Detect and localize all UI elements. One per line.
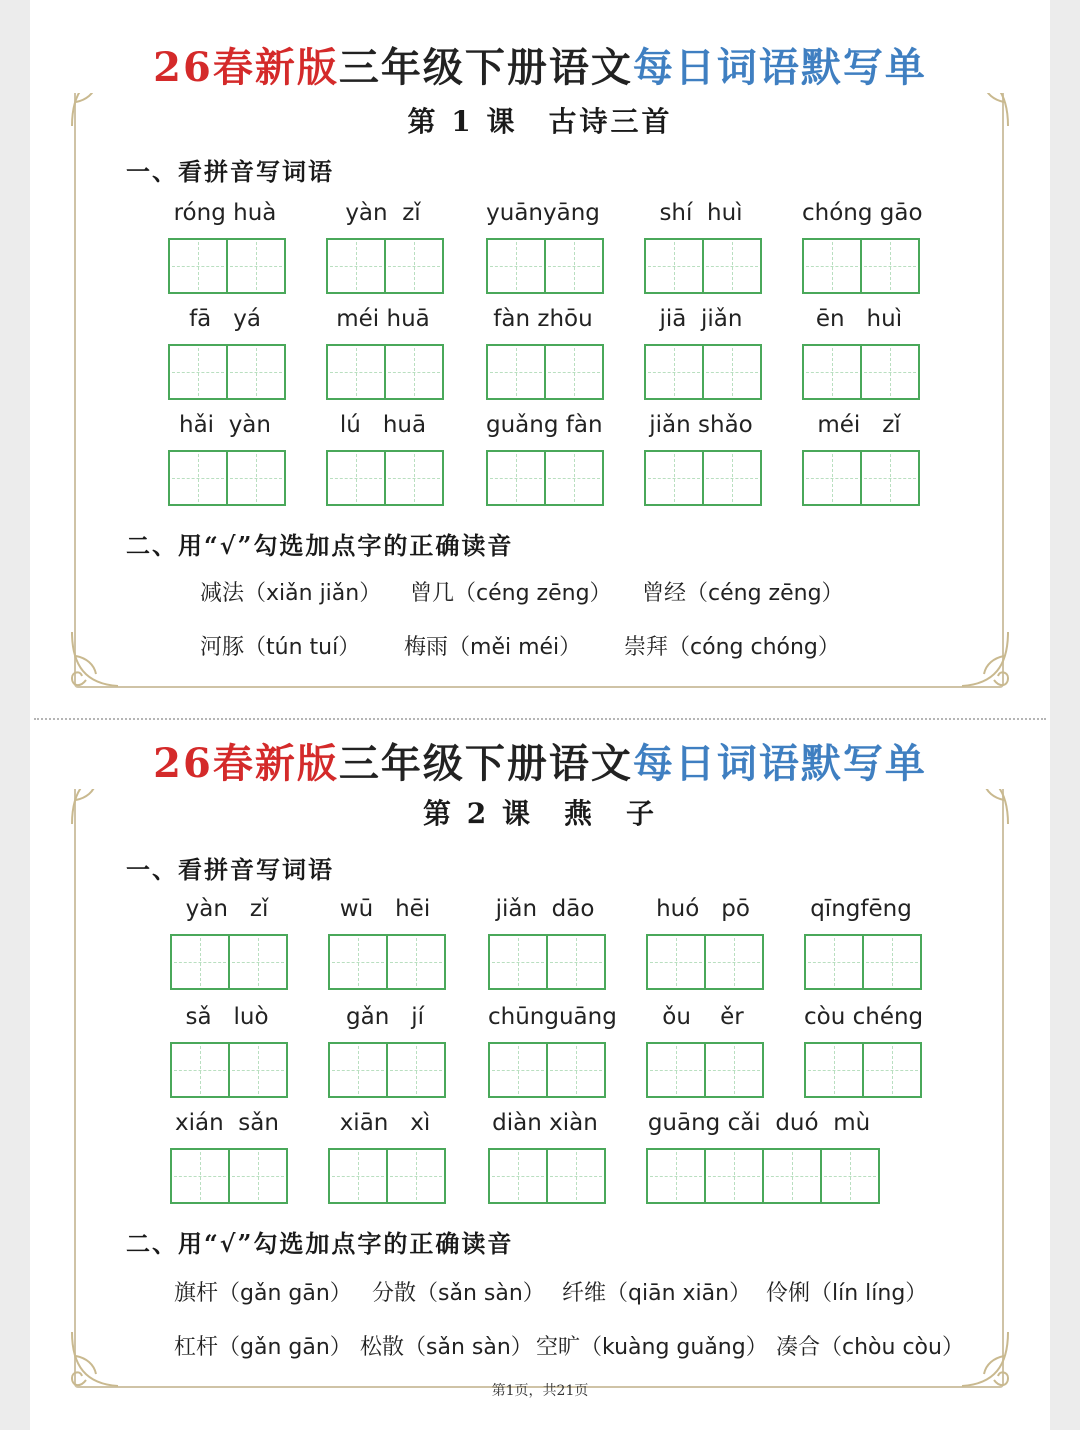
writing-boxes	[644, 238, 760, 294]
writing-boxes	[168, 450, 284, 506]
word-item	[644, 412, 758, 508]
writing-boxes	[804, 934, 920, 990]
writing-boxes	[646, 1148, 878, 1204]
tianzige-cell[interactable]	[860, 238, 920, 294]
reading-choice[interactable]	[624, 630, 840, 661]
tianzige-cell[interactable]	[226, 238, 286, 294]
writing-boxes	[804, 1042, 920, 1098]
title-blue-part: 每日词语默写单	[632, 44, 927, 91]
writing-boxes	[486, 344, 602, 400]
tianzige-cell[interactable]	[646, 1042, 706, 1098]
tianzige-cell[interactable]	[860, 344, 920, 400]
sheet-title	[30, 36, 1050, 93]
word-pinyin: róng huà	[173, 200, 277, 226]
writing-boxes	[802, 344, 918, 400]
reading-choice[interactable]	[174, 1276, 352, 1307]
word-pinyin: méi zǐ	[817, 412, 901, 438]
ornament-corner-icon	[944, 626, 1014, 696]
tianzige-cell[interactable]	[862, 934, 922, 990]
tianzige-cell[interactable]	[384, 344, 444, 400]
word-pinyin: yàn zǐ	[185, 896, 269, 922]
lesson-title: 第 2 课 燕 子	[423, 797, 657, 830]
part-1-heading: 一、看拼音写词语	[126, 157, 334, 186]
choice-word: 分散	[372, 1281, 417, 1306]
word-item	[644, 200, 758, 296]
title-blue-part: 每日词语默写单	[632, 740, 927, 787]
word-item	[488, 1110, 602, 1206]
tianzige-cell[interactable]	[168, 450, 228, 506]
tianzige-cell[interactable]	[704, 1042, 764, 1098]
tianzige-cell[interactable]	[802, 344, 862, 400]
tianzige-cell[interactable]	[384, 238, 444, 294]
writing-boxes	[170, 934, 286, 990]
writing-boxes	[326, 344, 442, 400]
word-pinyin: qīngfēng	[810, 896, 912, 922]
choice-pinyin-options: （lín líng）	[810, 1281, 928, 1306]
tianzige-cell[interactable]	[488, 1148, 548, 1204]
tianzige-cell[interactable]	[644, 344, 704, 400]
writing-boxes	[328, 1042, 444, 1098]
reading-choice[interactable]	[410, 576, 612, 607]
word-item	[804, 896, 918, 992]
choice-pinyin-options: （gǎn gān）	[218, 1281, 352, 1306]
tianzige-cell[interactable]	[702, 450, 762, 506]
tianzige-cell[interactable]	[170, 1148, 230, 1204]
title-red-part: 26春新版	[153, 44, 339, 91]
tianzige-cell[interactable]	[384, 450, 444, 506]
writing-boxes	[488, 934, 604, 990]
tianzige-cell[interactable]	[326, 344, 386, 400]
tianzige-cell[interactable]	[646, 934, 706, 990]
tianzige-cell[interactable]	[326, 450, 386, 506]
word-pinyin: jiā jiǎn	[659, 306, 743, 332]
writing-boxes	[168, 344, 284, 400]
word-pinyin: shí huì	[659, 200, 743, 226]
word-pinyin: hǎi yàn	[179, 412, 271, 438]
tianzige-cell[interactable]	[546, 934, 606, 990]
word-pinyin: ǒu ěr	[662, 1004, 744, 1030]
tianzige-cell[interactable]	[546, 1042, 606, 1098]
lesson-1-sheet	[30, 0, 1050, 712]
word-item	[646, 896, 760, 992]
tianzige-cell[interactable]	[862, 1042, 922, 1098]
writing-boxes	[326, 450, 442, 506]
tianzige-cell[interactable]	[228, 934, 288, 990]
choice-pinyin-options: （měi méi）	[448, 635, 582, 660]
tianzige-cell[interactable]	[488, 1042, 548, 1098]
title-black-part: 三年级下册语文	[338, 740, 633, 787]
word-pinyin: guǎng fàn	[486, 412, 603, 438]
word-item	[646, 1004, 760, 1100]
writing-boxes	[488, 1148, 604, 1204]
word-item	[170, 1004, 284, 1100]
choice-pinyin-options: （tún tuí）	[244, 635, 361, 660]
choice-word: 伶俐	[766, 1281, 811, 1306]
writing-boxes	[170, 1148, 286, 1204]
word-item	[170, 896, 284, 992]
word-item	[168, 306, 282, 402]
tianzige-cell[interactable]	[386, 934, 446, 990]
word-pinyin: sǎ luò	[185, 1004, 269, 1030]
writing-boxes	[646, 934, 762, 990]
tianzige-cell[interactable]	[486, 344, 546, 400]
reading-choice[interactable]	[766, 1276, 927, 1307]
writing-boxes	[644, 450, 760, 506]
part-1-heading: 一、看拼音写词语	[126, 855, 334, 884]
choice-pinyin-options: （kuàng guǎng）	[580, 1335, 768, 1360]
choice-word: 崇拜	[624, 635, 669, 660]
word-item	[326, 306, 440, 402]
tianzige-cell[interactable]	[486, 238, 546, 294]
sheet-title	[30, 732, 1050, 789]
tianzige-cell[interactable]	[644, 238, 704, 294]
tianzige-cell[interactable]	[226, 344, 286, 400]
word-item	[326, 200, 440, 296]
part-2-heading: 二、用“√”勾选加点字的正确读音	[126, 1229, 514, 1258]
word-pinyin: fā yá	[189, 306, 261, 332]
word-item	[168, 200, 282, 296]
word-item	[644, 306, 758, 402]
tianzige-cell[interactable]	[328, 1042, 388, 1098]
writing-boxes	[802, 450, 918, 506]
writing-boxes	[328, 934, 444, 990]
tianzige-cell[interactable]	[644, 450, 704, 506]
choice-word: 纤维	[562, 1281, 607, 1306]
word-pinyin: chūnguāng	[488, 1004, 617, 1030]
tianzige-cell[interactable]	[802, 238, 862, 294]
word-item	[486, 306, 600, 402]
word-item	[486, 412, 603, 508]
tianzige-cell[interactable]	[486, 450, 546, 506]
tianzige-cell[interactable]	[488, 934, 548, 990]
word-pinyin: gǎn jí	[346, 1004, 424, 1030]
word-item	[804, 1004, 924, 1100]
writing-boxes	[326, 238, 442, 294]
tianzige-cell[interactable]	[326, 238, 386, 294]
word-pinyin: méi huā	[336, 306, 430, 332]
tianzige-cell[interactable]	[704, 934, 764, 990]
tianzige-cell[interactable]	[328, 1148, 388, 1204]
tianzige-cell[interactable]	[804, 934, 864, 990]
word-item	[646, 1110, 872, 1206]
writing-boxes	[328, 1148, 444, 1204]
word-item	[802, 200, 923, 296]
word-pinyin: jiǎn dāo	[495, 896, 595, 922]
tianzige-cell[interactable]	[228, 1148, 288, 1204]
word-pinyin: xián sǎn	[175, 1110, 279, 1136]
tianzige-cell[interactable]	[646, 1148, 706, 1204]
tianzige-cell[interactable]	[860, 450, 920, 506]
tianzige-cell[interactable]	[228, 1042, 288, 1098]
word-item	[488, 1004, 617, 1100]
choice-pinyin-options: （gǎn gān）	[218, 1335, 352, 1360]
word-pinyin: guāng cǎi duó mù	[647, 1110, 871, 1136]
word-item	[328, 1004, 442, 1100]
writing-boxes	[170, 1042, 286, 1098]
writing-boxes	[486, 450, 602, 506]
title-red-part: 26春新版	[153, 740, 339, 787]
choice-word: 减法	[200, 581, 245, 606]
word-pinyin: wū hēi	[339, 896, 431, 922]
word-pinyin: fàn zhōu	[493, 306, 593, 332]
choice-word: 梅雨	[404, 635, 449, 660]
choice-word: 松散	[360, 1335, 405, 1360]
word-pinyin: diàn xiàn	[492, 1110, 598, 1136]
word-item	[328, 1110, 442, 1206]
word-pinyin: lú huā	[339, 412, 427, 438]
writing-boxes	[168, 238, 284, 294]
reading-choice[interactable]	[642, 576, 844, 607]
word-pinyin: yuānyāng	[486, 200, 600, 226]
tianzige-cell[interactable]	[328, 934, 388, 990]
tianzige-cell[interactable]	[702, 344, 762, 400]
choice-pinyin-options: （sǎn sàn）	[416, 1281, 545, 1306]
lesson-title: 第 1 课 古诗三首	[407, 105, 673, 138]
tianzige-cell[interactable]	[820, 1148, 880, 1204]
tianzige-cell[interactable]	[386, 1042, 446, 1098]
word-pinyin: yàn zǐ	[345, 200, 421, 226]
title-black-part: 三年级下册语文	[338, 44, 633, 91]
writing-boxes	[486, 238, 602, 294]
reading-choice[interactable]	[200, 630, 360, 661]
choice-pinyin-options: （sǎn sàn）	[404, 1335, 533, 1360]
word-pinyin: xiān xì	[339, 1110, 431, 1136]
choice-word: 杠杆	[174, 1335, 219, 1360]
word-pinyin: còu chéng	[804, 1004, 924, 1030]
reading-choice[interactable]	[200, 576, 381, 607]
word-item	[486, 200, 600, 296]
reading-choice[interactable]	[372, 1276, 545, 1307]
word-item	[328, 896, 442, 992]
choice-word: 空旷	[536, 1335, 581, 1360]
word-pinyin: ēn huì	[815, 306, 903, 332]
tianzige-cell[interactable]	[802, 450, 862, 506]
tianzige-cell[interactable]	[704, 1148, 764, 1204]
word-item	[488, 896, 602, 992]
tianzige-cell[interactable]	[226, 450, 286, 506]
word-pinyin: chóng gāo	[802, 200, 923, 226]
tianzige-cell[interactable]	[168, 344, 228, 400]
tianzige-cell[interactable]	[544, 238, 604, 294]
writing-boxes	[644, 344, 760, 400]
tianzige-cell[interactable]	[170, 1042, 230, 1098]
reading-choice[interactable]	[562, 1276, 751, 1307]
writing-boxes	[646, 1042, 762, 1098]
tianzige-cell[interactable]	[544, 344, 604, 400]
lesson-2-sheet	[30, 720, 1050, 1410]
tianzige-cell[interactable]	[804, 1042, 864, 1098]
choice-pinyin-options: （qiān xiān）	[606, 1281, 752, 1306]
word-item	[802, 412, 916, 508]
choice-word: 曾经	[642, 581, 687, 606]
writing-boxes	[488, 1042, 604, 1098]
tianzige-cell[interactable]	[386, 1148, 446, 1204]
tianzige-cell[interactable]	[170, 934, 230, 990]
choice-pinyin-options: （cóng chóng）	[668, 635, 840, 660]
ornament-corner-icon	[66, 626, 136, 696]
choice-pinyin-options: （chòu còu）	[820, 1335, 964, 1360]
tianzige-cell[interactable]	[544, 450, 604, 506]
word-pinyin: jiǎn shǎo	[649, 412, 753, 438]
tianzige-cell[interactable]	[762, 1148, 822, 1204]
choice-pinyin-options: （céng zēng）	[454, 581, 612, 606]
choice-word: 凑合	[776, 1335, 821, 1360]
choice-pinyin-options: （xiǎn jiǎn）	[244, 581, 382, 606]
choice-word: 旗杆	[174, 1281, 219, 1306]
reading-choice[interactable]	[360, 1330, 533, 1361]
reading-choice[interactable]	[174, 1330, 352, 1361]
choice-word: 河豚	[200, 635, 245, 660]
word-item	[168, 412, 282, 508]
reading-choice[interactable]	[776, 1330, 964, 1361]
part-2-heading: 二、用“√”勾选加点字的正确读音	[126, 531, 514, 560]
word-item	[326, 412, 440, 508]
word-pinyin: huó pō	[656, 896, 750, 922]
writing-boxes	[802, 238, 918, 294]
word-item	[170, 1110, 284, 1206]
reading-choice[interactable]	[404, 630, 581, 661]
page-footer: 第1页，共21页	[491, 1383, 589, 1399]
word-item	[802, 306, 916, 402]
tianzige-cell[interactable]	[702, 238, 762, 294]
tianzige-cell[interactable]	[168, 238, 228, 294]
choice-pinyin-options: （céng zēng）	[686, 581, 844, 606]
reading-choice[interactable]	[536, 1330, 768, 1361]
tianzige-cell[interactable]	[546, 1148, 606, 1204]
choice-word: 曾几	[410, 581, 455, 606]
